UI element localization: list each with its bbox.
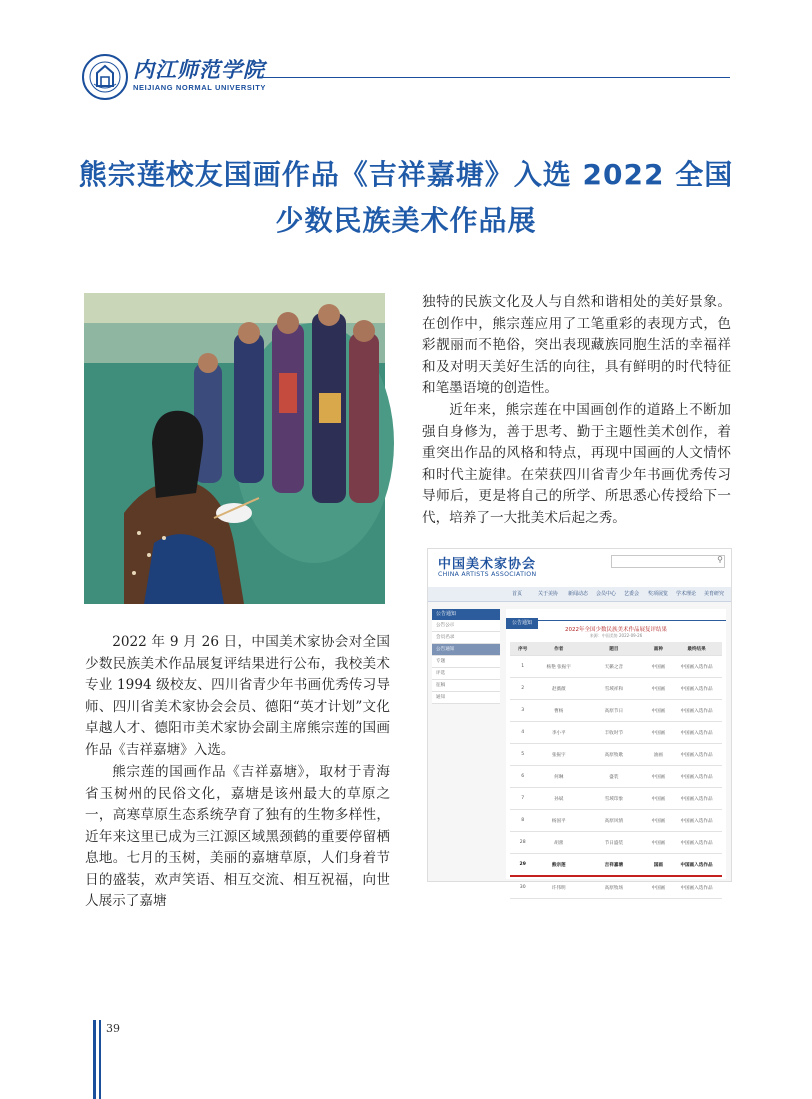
sidebar-item: 公告公示 — [432, 620, 500, 632]
table-row-highlighted — [510, 854, 722, 877]
table-cell: 中国画入选作品 — [671, 656, 722, 678]
table-header-cell: 作者 — [535, 642, 582, 656]
table-cell: 1 — [510, 656, 535, 678]
tab-label: 公告通知 — [506, 618, 538, 629]
site-logo-cn: 中国美术家协会 — [438, 557, 537, 572]
table-cell: 李小平 — [535, 722, 582, 744]
footer-bar — [93, 1020, 96, 1099]
sidebar-header: 公告通知 — [432, 609, 500, 620]
table-row — [510, 678, 722, 700]
site-search-input — [611, 555, 725, 568]
content-tab — [506, 609, 726, 626]
table-cell: 高原风情 — [582, 810, 646, 832]
table-cell: 中国画 — [646, 876, 671, 899]
page-number: 39 — [106, 1022, 120, 1035]
school-name-cn: 内江师范学院 — [133, 58, 265, 82]
table-row — [510, 700, 722, 722]
right-paragraph-1: 独特的民族文化及人与自然和谐相处的美好景象。在创作中，熊宗莲应用了工笔重彩的表现方式，色彩靓丽而不艳俗，突出表现藏族同胞生活的幸福祥和及对明天美好生活的向往，具有鲜明的时代特征和笔墨语境的创造性。 — [422, 294, 731, 396]
artist-photo — [84, 293, 385, 604]
table-cell: 28 — [510, 832, 535, 854]
table-cell: 2 — [510, 678, 535, 700]
table-cell: 中国画入选作品 — [671, 788, 722, 810]
nav-item: 奖项展览 — [648, 591, 669, 597]
table-cell: 5 — [510, 744, 535, 766]
table-row — [510, 832, 722, 854]
left-paragraph-2: 熊宗莲的国画作品《吉祥嘉塘》，取材于青海省玉树州的民俗文化，嘉塘是该州最大的草原之一，高寒草原生态系统孕育了独有的生物多样性，近年来这里已成为三江源区域黑颈鹤的重要停留栖息地。七月的玉树，美丽的嘉塘草原，人们身着节日的盛装，欢声笑语、相互交流、相互祝福，向世人展示了嘉塘 — [85, 764, 390, 909]
nav-item: 艺委会 — [624, 591, 640, 597]
table-cell: 中国画 — [646, 656, 671, 678]
table-header-cell: 序号 — [510, 642, 535, 656]
title-line-2: 少数民族美术作品展 — [275, 204, 537, 237]
sidebar-item-active: 公告通知 — [432, 644, 500, 656]
site-main-content — [506, 609, 726, 891]
table-header-cell: 画种 — [646, 642, 671, 656]
results-web-screenshot — [427, 548, 732, 891]
table-cell: 中国画入选作品 — [671, 678, 722, 700]
table-cell: 雪域印象 — [582, 788, 646, 810]
header-rule — [258, 77, 730, 78]
article-title — [60, 152, 752, 244]
nav-item: 新闻动态 — [568, 591, 589, 597]
university-seal-logo — [82, 54, 128, 100]
table-cell: 张振宇 — [535, 744, 582, 766]
table-cell: 杨艳 张振宇 — [535, 656, 582, 678]
nav-item: 美育研究 — [704, 591, 725, 597]
list-title: 2022年全国少数民族美术作品展复评结果 — [565, 627, 667, 633]
footer-bar-thin — [99, 1020, 101, 1099]
table-cell: 孙斌 — [535, 788, 582, 810]
table-cell: 中国画入选作品 — [671, 722, 722, 744]
table-header-cell: 题目 — [582, 642, 646, 656]
header-school-name — [133, 59, 266, 92]
table-header-row — [510, 642, 722, 656]
table-cell: 高原牧歌 — [582, 744, 646, 766]
table-cell: 中国画 — [646, 722, 671, 744]
table-cell: 中国画 — [646, 832, 671, 854]
table-cell: 中国画入选作品 — [671, 810, 722, 832]
results-table — [510, 642, 722, 899]
left-paragraph-1: 2022 年 9 月 26 日，中国美术家协会对全国少数民族美术作品展复评结果进行公布，我校美术专业 1994 级校友、四川省青少年书画优秀传习导师、四川省美术家协会会员、德阳“英才计划”文化卓越人才、德阳市美术家协会副主席熊宗莲的国画作品《吉祥嘉塘》入选。 — [85, 634, 390, 758]
table-cell: 胡蕾 — [535, 832, 582, 854]
search-icon: ⚲ — [717, 555, 723, 564]
nav-item: 学术理论 — [676, 591, 697, 597]
table-cell: 30 — [510, 876, 535, 899]
table-cell: 中国画 — [646, 700, 671, 722]
table-cell: 中国画 — [646, 678, 671, 700]
table-cell: 天籁之音 — [582, 656, 646, 678]
table-cell: 4 — [510, 722, 535, 744]
table-cell: 中国画入选作品 — [671, 876, 722, 899]
sidebar-item: 评选 — [432, 668, 500, 680]
table-cell: 中国画入选作品 — [671, 700, 722, 722]
nav-item: 会员中心 — [596, 591, 617, 597]
table-row — [510, 744, 722, 766]
table-cell: 吉祥嘉塘 — [582, 854, 646, 877]
table-cell: 7 — [510, 788, 535, 810]
table-cell: 中国画入选作品 — [671, 766, 722, 788]
table-cell: 赵薇薇 — [535, 678, 582, 700]
table-body — [510, 656, 722, 899]
table-cell: 3 — [510, 700, 535, 722]
table-row — [510, 876, 722, 899]
table-row — [510, 788, 722, 810]
table-row — [510, 722, 722, 744]
list-subtitle: 来源：中国美协 2022-09-26 — [589, 633, 643, 638]
right-paragraph-2: 近年来，熊宗莲在中国画创作的道路上不断加强自身修为，善于思考、勤于主题性美术创作，着重突出作品的风格和特点，再现中国画的人文情怀和时代主旋律。在荣获四川省青少年书画优秀传习导师后，更是将自己的所学、所思悉心传授给下一代，培养了一大批美术后起之秀。 — [422, 402, 731, 526]
table-header-cell: 最终结果 — [671, 642, 722, 656]
table-cell: 高原牧场 — [582, 876, 646, 899]
site-logo-en: CHINA ARTISTS ASSOCIATION — [438, 571, 537, 578]
table-cell: 雪域祥和 — [582, 678, 646, 700]
sidebar-item: 会员名录 — [432, 632, 500, 644]
table-cell: 中国画入选作品 — [671, 744, 722, 766]
table-cell: 曹杨 — [535, 700, 582, 722]
table-cell: 油画 — [646, 744, 671, 766]
sidebar-item: 通知 — [432, 692, 500, 704]
sidebar-item: 征稿 — [432, 680, 500, 692]
table-row — [510, 656, 722, 678]
site-header — [428, 549, 731, 587]
table-cell: 国画 — [646, 854, 671, 877]
table-cell: 熊宗莲 — [535, 854, 582, 877]
table-cell: 高原节日 — [582, 700, 646, 722]
nav-item: 首页 — [512, 591, 523, 597]
sidebar-item: 专题 — [432, 656, 500, 668]
table-cell: 盛装 — [582, 766, 646, 788]
table-cell: 许伟明 — [535, 876, 582, 899]
nav-item: 关于美协 — [538, 591, 559, 597]
table-cell: 6 — [510, 766, 535, 788]
title-line-1: 熊宗莲校友国画作品《吉祥嘉塘》入选 2022 全国 — [78, 158, 734, 191]
site-sidebar — [432, 609, 500, 704]
table-cell: 中国画入选作品 — [671, 832, 722, 854]
table-cell: 中国画 — [646, 766, 671, 788]
table-row — [510, 766, 722, 788]
table-cell: 中国画 — [646, 810, 671, 832]
table-cell: 杨国平 — [535, 810, 582, 832]
table-cell: 中国画入选作品 — [671, 854, 722, 877]
table-cell: 节日盛装 — [582, 832, 646, 854]
table-row — [510, 810, 722, 832]
table-cell: 何琳 — [535, 766, 582, 788]
site-nav — [428, 587, 731, 602]
table-cell: 29 — [510, 854, 535, 877]
table-cell: 丰收时节 — [582, 722, 646, 744]
table-cell: 中国画 — [646, 788, 671, 810]
table-cell: 8 — [510, 810, 535, 832]
school-name-en: NEIJIANG NORMAL UNIVERSITY — [133, 83, 266, 92]
